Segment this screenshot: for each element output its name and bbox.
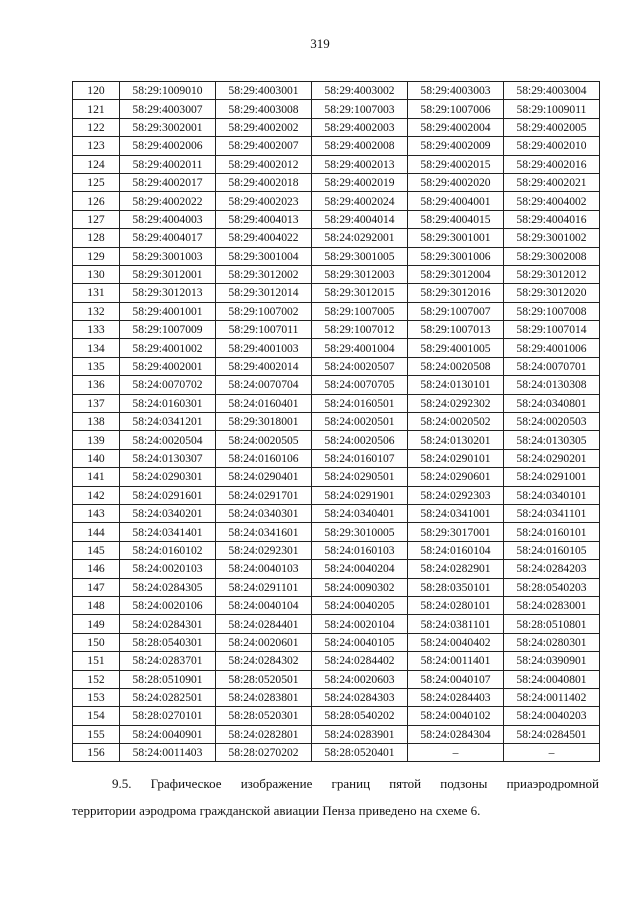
cadastral-code-cell: 58:29:4003003 [408, 82, 504, 100]
cadastral-code-cell: 58:24:0284401 [216, 615, 312, 633]
cadastral-code-cell: 58:24:0284305 [120, 578, 216, 596]
cadastral-code-cell: 58:29:3012002 [216, 265, 312, 283]
cadastral-codes-table-body [73, 82, 600, 762]
cadastral-code-cell: 58:24:0283801 [216, 688, 312, 706]
cadastral-code-cell: 58:24:0283701 [120, 652, 216, 670]
cadastral-code-cell: 58:29:1007005 [312, 302, 408, 320]
cadastral-code-cell: 58:24:0290101 [408, 449, 504, 467]
cadastral-code-cell: 58:24:0130201 [408, 431, 504, 449]
row-number-cell: 126 [73, 192, 120, 210]
table-row [73, 376, 600, 394]
cadastral-code-cell: 58:29:1007003 [312, 100, 408, 118]
table-row [73, 707, 600, 725]
cadastral-code-cell: 58:24:0291701 [216, 486, 312, 504]
page-number: 319 [310, 36, 330, 51]
row-number-cell: 147 [73, 578, 120, 596]
cadastral-code-cell: 58:24:0284403 [408, 688, 504, 706]
cadastral-code-cell: 58:24:0160301 [120, 394, 216, 412]
cadastral-code-cell: 58:24:0290601 [408, 468, 504, 486]
table-row [73, 321, 600, 339]
table-row [73, 100, 600, 118]
row-number-cell: 132 [73, 302, 120, 320]
cadastral-code-cell: 58:29:4003007 [120, 100, 216, 118]
cadastral-code-cell: 58:29:4002022 [120, 192, 216, 210]
cadastral-code-cell: 58:28:0520401 [312, 744, 408, 762]
cadastral-code-cell: 58:29:3001004 [216, 247, 312, 265]
row-number-cell: 129 [73, 247, 120, 265]
table-row [73, 284, 600, 302]
table-row [73, 504, 600, 522]
row-number-cell: 125 [73, 173, 120, 191]
cadastral-code-cell: 58:29:3012015 [312, 284, 408, 302]
cadastral-code-cell: 58:29:4002020 [408, 173, 504, 191]
table-row [73, 357, 600, 375]
cadastral-code-cell: 58:29:3017001 [408, 523, 504, 541]
cadastral-code-cell: 58:28:0520501 [216, 670, 312, 688]
cadastral-code-cell: 58:28:0510801 [504, 615, 600, 633]
cadastral-code-cell: 58:24:0070704 [216, 376, 312, 394]
cadastral-code-cell: 58:24:0020504 [120, 431, 216, 449]
row-number-cell: 141 [73, 468, 120, 486]
cadastral-code-cell: 58:24:0020104 [312, 615, 408, 633]
table-row [73, 523, 600, 541]
row-number-cell: 124 [73, 155, 120, 173]
cadastral-code-cell: 58:29:4002004 [408, 118, 504, 136]
row-number-cell: 154 [73, 707, 120, 725]
cadastral-code-cell: 58:24:0284402 [312, 652, 408, 670]
cadastral-code-cell: 58:24:0292303 [408, 486, 504, 504]
cadastral-code-cell: 58:29:4002006 [120, 137, 216, 155]
row-number-cell: 151 [73, 652, 120, 670]
row-number-cell: 138 [73, 413, 120, 431]
cadastral-code-cell: 58:24:0284301 [120, 615, 216, 633]
row-number-cell: 150 [73, 633, 120, 651]
cadastral-code-cell: 58:29:4002001 [120, 357, 216, 375]
table-row [73, 192, 600, 210]
cadastral-code-cell: 58:29:4001002 [120, 339, 216, 357]
cadastral-code-cell: 58:28:0270101 [120, 707, 216, 725]
cadastral-code-cell: 58:24:0340101 [504, 486, 600, 504]
cadastral-code-cell: 58:29:3012012 [504, 265, 600, 283]
cadastral-code-cell: 58:24:0160101 [504, 523, 600, 541]
row-number-cell: 134 [73, 339, 120, 357]
row-number-cell: 137 [73, 394, 120, 412]
cadastral-code-cell: 58:24:0284304 [408, 725, 504, 743]
cadastral-code-cell: 58:24:0160107 [312, 449, 408, 467]
cadastral-code-cell: 58:24:0282801 [216, 725, 312, 743]
cadastral-code-cell: 58:29:4003002 [312, 82, 408, 100]
cadastral-code-cell: 58:24:0390901 [504, 652, 600, 670]
cadastral-code-cell: 58:24:0130307 [120, 449, 216, 467]
cadastral-code-cell: 58:29:4002008 [312, 137, 408, 155]
table-row [73, 339, 600, 357]
cadastral-code-cell: 58:29:4002014 [216, 357, 312, 375]
cadastral-code-cell: 58:29:4001006 [504, 339, 600, 357]
cadastral-code-cell: 58:29:1007014 [504, 321, 600, 339]
cadastral-code-cell: 58:29:4002019 [312, 173, 408, 191]
cadastral-code-cell: 58:24:0020506 [312, 431, 408, 449]
cadastral-code-cell: 58:24:0020508 [408, 357, 504, 375]
row-number-cell: 148 [73, 596, 120, 614]
cadastral-code-cell: 58:24:0284203 [504, 560, 600, 578]
table-row [73, 247, 600, 265]
cadastral-code-cell: – [504, 744, 600, 762]
cadastral-code-cell: 58:29:1009010 [120, 82, 216, 100]
cadastral-code-cell: 58:28:0510901 [120, 670, 216, 688]
cadastral-code-cell: 58:29:4002010 [504, 137, 600, 155]
cadastral-code-cell: 58:29:4004022 [216, 229, 312, 247]
table-row [73, 413, 600, 431]
cadastral-code-cell: 58:24:0340201 [120, 504, 216, 522]
paragraph-line-1: 9.5. Графическое изображение границ пятой подзоны приаэродромной [112, 776, 599, 791]
row-number-cell: 143 [73, 504, 120, 522]
cadastral-code-cell: 58:24:0040801 [504, 670, 600, 688]
cadastral-code-cell: 58:29:4004015 [408, 210, 504, 228]
row-number-cell: 152 [73, 670, 120, 688]
cadastral-code-cell: 58:29:3002008 [504, 247, 600, 265]
cadastral-code-cell: 58:28:0350101 [408, 578, 504, 596]
table-row [73, 615, 600, 633]
table-row [73, 155, 600, 173]
table-row [73, 118, 600, 136]
table-row [73, 137, 600, 155]
cadastral-code-cell: 58:24:0292001 [312, 229, 408, 247]
cadastral-code-cell: 58:29:3012014 [216, 284, 312, 302]
table-row [73, 652, 600, 670]
table-row [73, 431, 600, 449]
cadastral-code-cell: 58:29:3012003 [312, 265, 408, 283]
cadastral-code-cell: 58:28:0520301 [216, 707, 312, 725]
cadastral-code-cell: 58:24:0283901 [312, 725, 408, 743]
cadastral-code-cell: 58:29:4002018 [216, 173, 312, 191]
cadastral-code-cell: 58:24:0130308 [504, 376, 600, 394]
cadastral-code-cell: 58:29:3012001 [120, 265, 216, 283]
cadastral-code-cell: 58:24:0290201 [504, 449, 600, 467]
cadastral-code-cell: 58:24:0291601 [120, 486, 216, 504]
cadastral-code-cell: 58:24:0040203 [504, 707, 600, 725]
cadastral-code-cell: 58:24:0160102 [120, 541, 216, 559]
table-row [73, 633, 600, 651]
cadastral-code-cell: 58:24:0020503 [504, 413, 600, 431]
cadastral-code-cell: 58:24:0040104 [216, 596, 312, 614]
cadastral-code-cell: 58:28:0540202 [312, 707, 408, 725]
cadastral-code-cell: 58:24:0040205 [312, 596, 408, 614]
cadastral-code-cell: 58:29:4002005 [504, 118, 600, 136]
cadastral-code-cell: 58:29:1007009 [120, 321, 216, 339]
cadastral-code-cell: 58:24:0284303 [312, 688, 408, 706]
cadastral-code-cell: 58:29:4002023 [216, 192, 312, 210]
cadastral-code-cell: 58:29:4002015 [408, 155, 504, 173]
cadastral-code-cell: 58:28:0270202 [216, 744, 312, 762]
table-row [73, 173, 600, 191]
cadastral-code-cell: 58:24:0340801 [504, 394, 600, 412]
table-row [73, 560, 600, 578]
cadastral-code-cell: 58:29:4001001 [120, 302, 216, 320]
cadastral-code-cell: 58:24:0011403 [120, 744, 216, 762]
cadastral-code-cell: 58:29:3001005 [312, 247, 408, 265]
cadastral-code-cell: 58:29:3002001 [120, 118, 216, 136]
cadastral-code-cell: 58:29:4004013 [216, 210, 312, 228]
paragraph-line-2: территории аэродрома гражданской авиации Пенза приведено на схеме 6. [72, 803, 481, 818]
cadastral-code-cell: 58:29:3012013 [120, 284, 216, 302]
cadastral-code-cell: 58:29:4002012 [216, 155, 312, 173]
row-number-cell: 135 [73, 357, 120, 375]
cadastral-code-cell: 58:24:0130101 [408, 376, 504, 394]
cadastral-code-cell: 58:24:0090302 [312, 578, 408, 596]
row-number-cell: 131 [73, 284, 120, 302]
cadastral-code-cell: 58:29:4004014 [312, 210, 408, 228]
table-row [73, 394, 600, 412]
cadastral-code-cell: 58:24:0011401 [408, 652, 504, 670]
cadastral-code-cell: 58:24:0291101 [216, 578, 312, 596]
cadastral-code-cell: 58:24:0020103 [120, 560, 216, 578]
table-row [73, 265, 600, 283]
cadastral-code-cell: 58:29:4004003 [120, 210, 216, 228]
cadastral-code-cell: 58:24:0290401 [216, 468, 312, 486]
cadastral-code-cell: 58:29:3001002 [504, 229, 600, 247]
cadastral-code-cell: 58:29:4002024 [312, 192, 408, 210]
cadastral-code-cell: 58:24:0341101 [504, 504, 600, 522]
cadastral-code-cell: 58:24:0020505 [216, 431, 312, 449]
cadastral-code-cell: 58:24:0040105 [312, 633, 408, 651]
table-row [73, 210, 600, 228]
cadastral-code-cell: 58:24:0292301 [216, 541, 312, 559]
cadastral-code-cell: 58:29:1007008 [504, 302, 600, 320]
cadastral-code-cell: 58:29:4002011 [120, 155, 216, 173]
row-number-cell: 139 [73, 431, 120, 449]
cadastral-code-cell: 58:24:0020502 [408, 413, 504, 431]
row-number-cell: 155 [73, 725, 120, 743]
cadastral-code-cell: 58:24:0070705 [312, 376, 408, 394]
cadastral-code-cell: 58:29:4003004 [504, 82, 600, 100]
cadastral-code-cell: 58:29:1007006 [408, 100, 504, 118]
cadastral-code-cell: 58:24:0160501 [312, 394, 408, 412]
cadastral-code-cell: 58:29:4001004 [312, 339, 408, 357]
cadastral-code-cell: 58:29:4002002 [216, 118, 312, 136]
cadastral-code-cell: 58:29:3001006 [408, 247, 504, 265]
cadastral-code-cell: 58:24:0160103 [312, 541, 408, 559]
cadastral-code-cell: 58:24:0070702 [120, 376, 216, 394]
row-number-cell: 140 [73, 449, 120, 467]
cadastral-code-cell: 58:24:0282901 [408, 560, 504, 578]
cadastral-code-cell: 58:24:0282501 [120, 688, 216, 706]
cadastral-code-cell: 58:24:0290501 [312, 468, 408, 486]
cadastral-code-cell: 58:24:0341601 [216, 523, 312, 541]
cadastral-code-cell: 58:24:0341201 [120, 413, 216, 431]
cadastral-code-cell: 58:29:3001003 [120, 247, 216, 265]
cadastral-code-cell: 58:29:3001001 [408, 229, 504, 247]
row-number-cell: 144 [73, 523, 120, 541]
cadastral-code-cell: 58:24:0020601 [216, 633, 312, 651]
cadastral-code-cell: 58:24:0020501 [312, 413, 408, 431]
table-row [73, 541, 600, 559]
row-number-cell: 149 [73, 615, 120, 633]
cadastral-code-cell: 58:24:0160104 [408, 541, 504, 559]
row-number-cell: 153 [73, 688, 120, 706]
table-row [73, 744, 600, 762]
cadastral-code-cell: 58:24:0291001 [504, 468, 600, 486]
cadastral-code-cell: 58:29:3012004 [408, 265, 504, 283]
cadastral-code-cell: 58:24:0020106 [120, 596, 216, 614]
cadastral-code-cell: 58:24:0040107 [408, 670, 504, 688]
cadastral-code-cell: 58:29:1009011 [504, 100, 600, 118]
cadastral-code-cell: 58:24:0160105 [504, 541, 600, 559]
cadastral-code-cell: 58:29:4002017 [120, 173, 216, 191]
cadastral-code-cell: 58:29:3010005 [312, 523, 408, 541]
cadastral-code-cell: 58:29:4004001 [408, 192, 504, 210]
cadastral-code-cell: 58:24:0280301 [504, 633, 600, 651]
table-row [73, 725, 600, 743]
cadastral-code-cell: 58:24:0130305 [504, 431, 600, 449]
cadastral-code-cell: 58:28:0540301 [120, 633, 216, 651]
cadastral-code-cell: 58:29:4004017 [120, 229, 216, 247]
cadastral-code-cell: 58:29:4001005 [408, 339, 504, 357]
row-number-cell: 130 [73, 265, 120, 283]
cadastral-code-cell: 58:29:4003008 [216, 100, 312, 118]
cadastral-code-cell: 58:24:0340301 [216, 504, 312, 522]
row-number-cell: 121 [73, 100, 120, 118]
cadastral-code-cell: – [408, 744, 504, 762]
row-number-cell: 123 [73, 137, 120, 155]
cadastral-codes-table [72, 81, 600, 762]
table-row [73, 596, 600, 614]
cadastral-code-cell: 58:29:4001003 [216, 339, 312, 357]
row-number-cell: 156 [73, 744, 120, 762]
cadastral-code-cell: 58:29:1007002 [216, 302, 312, 320]
cadastral-code-cell: 58:24:0340401 [312, 504, 408, 522]
table-row [73, 229, 600, 247]
cadastral-code-cell: 58:29:4004016 [504, 210, 600, 228]
row-number-cell: 136 [73, 376, 120, 394]
cadastral-code-cell: 58:24:0284302 [216, 652, 312, 670]
cadastral-code-cell: 58:24:0283001 [504, 596, 600, 614]
cadastral-code-cell: 58:29:4002013 [312, 155, 408, 173]
cadastral-code-cell: 58:29:4002003 [312, 118, 408, 136]
cadastral-code-cell: 58:29:4003001 [216, 82, 312, 100]
cadastral-code-cell: 58:24:0381101 [408, 615, 504, 633]
table-row [73, 670, 600, 688]
row-number-cell: 145 [73, 541, 120, 559]
row-number-cell: 146 [73, 560, 120, 578]
table-row [73, 578, 600, 596]
row-number-cell: 128 [73, 229, 120, 247]
cadastral-code-cell: 58:24:0040103 [216, 560, 312, 578]
cadastral-code-cell: 58:24:0341001 [408, 504, 504, 522]
cadastral-code-cell: 58:29:3018001 [216, 413, 312, 431]
row-number-cell: 120 [73, 82, 120, 100]
cadastral-code-cell: 58:24:0160106 [216, 449, 312, 467]
cadastral-code-cell: 58:24:0291901 [312, 486, 408, 504]
cadastral-code-cell: 58:28:0540203 [504, 578, 600, 596]
cadastral-code-cell: 58:29:1007013 [408, 321, 504, 339]
cadastral-code-cell: 58:29:1007007 [408, 302, 504, 320]
cadastral-code-cell: 58:24:0160401 [216, 394, 312, 412]
cadastral-code-cell: 58:29:4002007 [216, 137, 312, 155]
cadastral-code-cell: 58:29:3012016 [408, 284, 504, 302]
cadastral-code-cell: 58:29:4002021 [504, 173, 600, 191]
cadastral-code-cell: 58:24:0341401 [120, 523, 216, 541]
row-number-cell: 122 [73, 118, 120, 136]
cadastral-code-cell: 58:24:0040102 [408, 707, 504, 725]
table-row [73, 82, 600, 100]
cadastral-code-cell: 58:24:0292302 [408, 394, 504, 412]
row-number-cell: 133 [73, 321, 120, 339]
cadastral-code-cell: 58:24:0284501 [504, 725, 600, 743]
cadastral-code-cell: 58:24:0040204 [312, 560, 408, 578]
cadastral-code-cell: 58:24:0020603 [312, 670, 408, 688]
cadastral-code-cell: 58:29:4004002 [504, 192, 600, 210]
cadastral-code-cell: 58:24:0020507 [312, 357, 408, 375]
cadastral-code-cell: 58:29:1007012 [312, 321, 408, 339]
table-row [73, 688, 600, 706]
table-row [73, 486, 600, 504]
cadastral-code-cell: 58:29:3012020 [504, 284, 600, 302]
cadastral-code-cell: 58:29:1007011 [216, 321, 312, 339]
cadastral-code-cell: 58:24:0011402 [504, 688, 600, 706]
table-row [73, 449, 600, 467]
row-number-cell: 142 [73, 486, 120, 504]
table-row [73, 468, 600, 486]
cadastral-code-cell: 58:24:0280101 [408, 596, 504, 614]
cadastral-code-cell: 58:24:0290301 [120, 468, 216, 486]
cadastral-code-cell: 58:24:0040901 [120, 725, 216, 743]
cadastral-code-cell: 58:24:0040402 [408, 633, 504, 651]
row-number-cell: 127 [73, 210, 120, 228]
table-row [73, 302, 600, 320]
cadastral-code-cell: 58:24:0070701 [504, 357, 600, 375]
cadastral-code-cell: 58:29:4002009 [408, 137, 504, 155]
cadastral-code-cell: 58:29:4002016 [504, 155, 600, 173]
